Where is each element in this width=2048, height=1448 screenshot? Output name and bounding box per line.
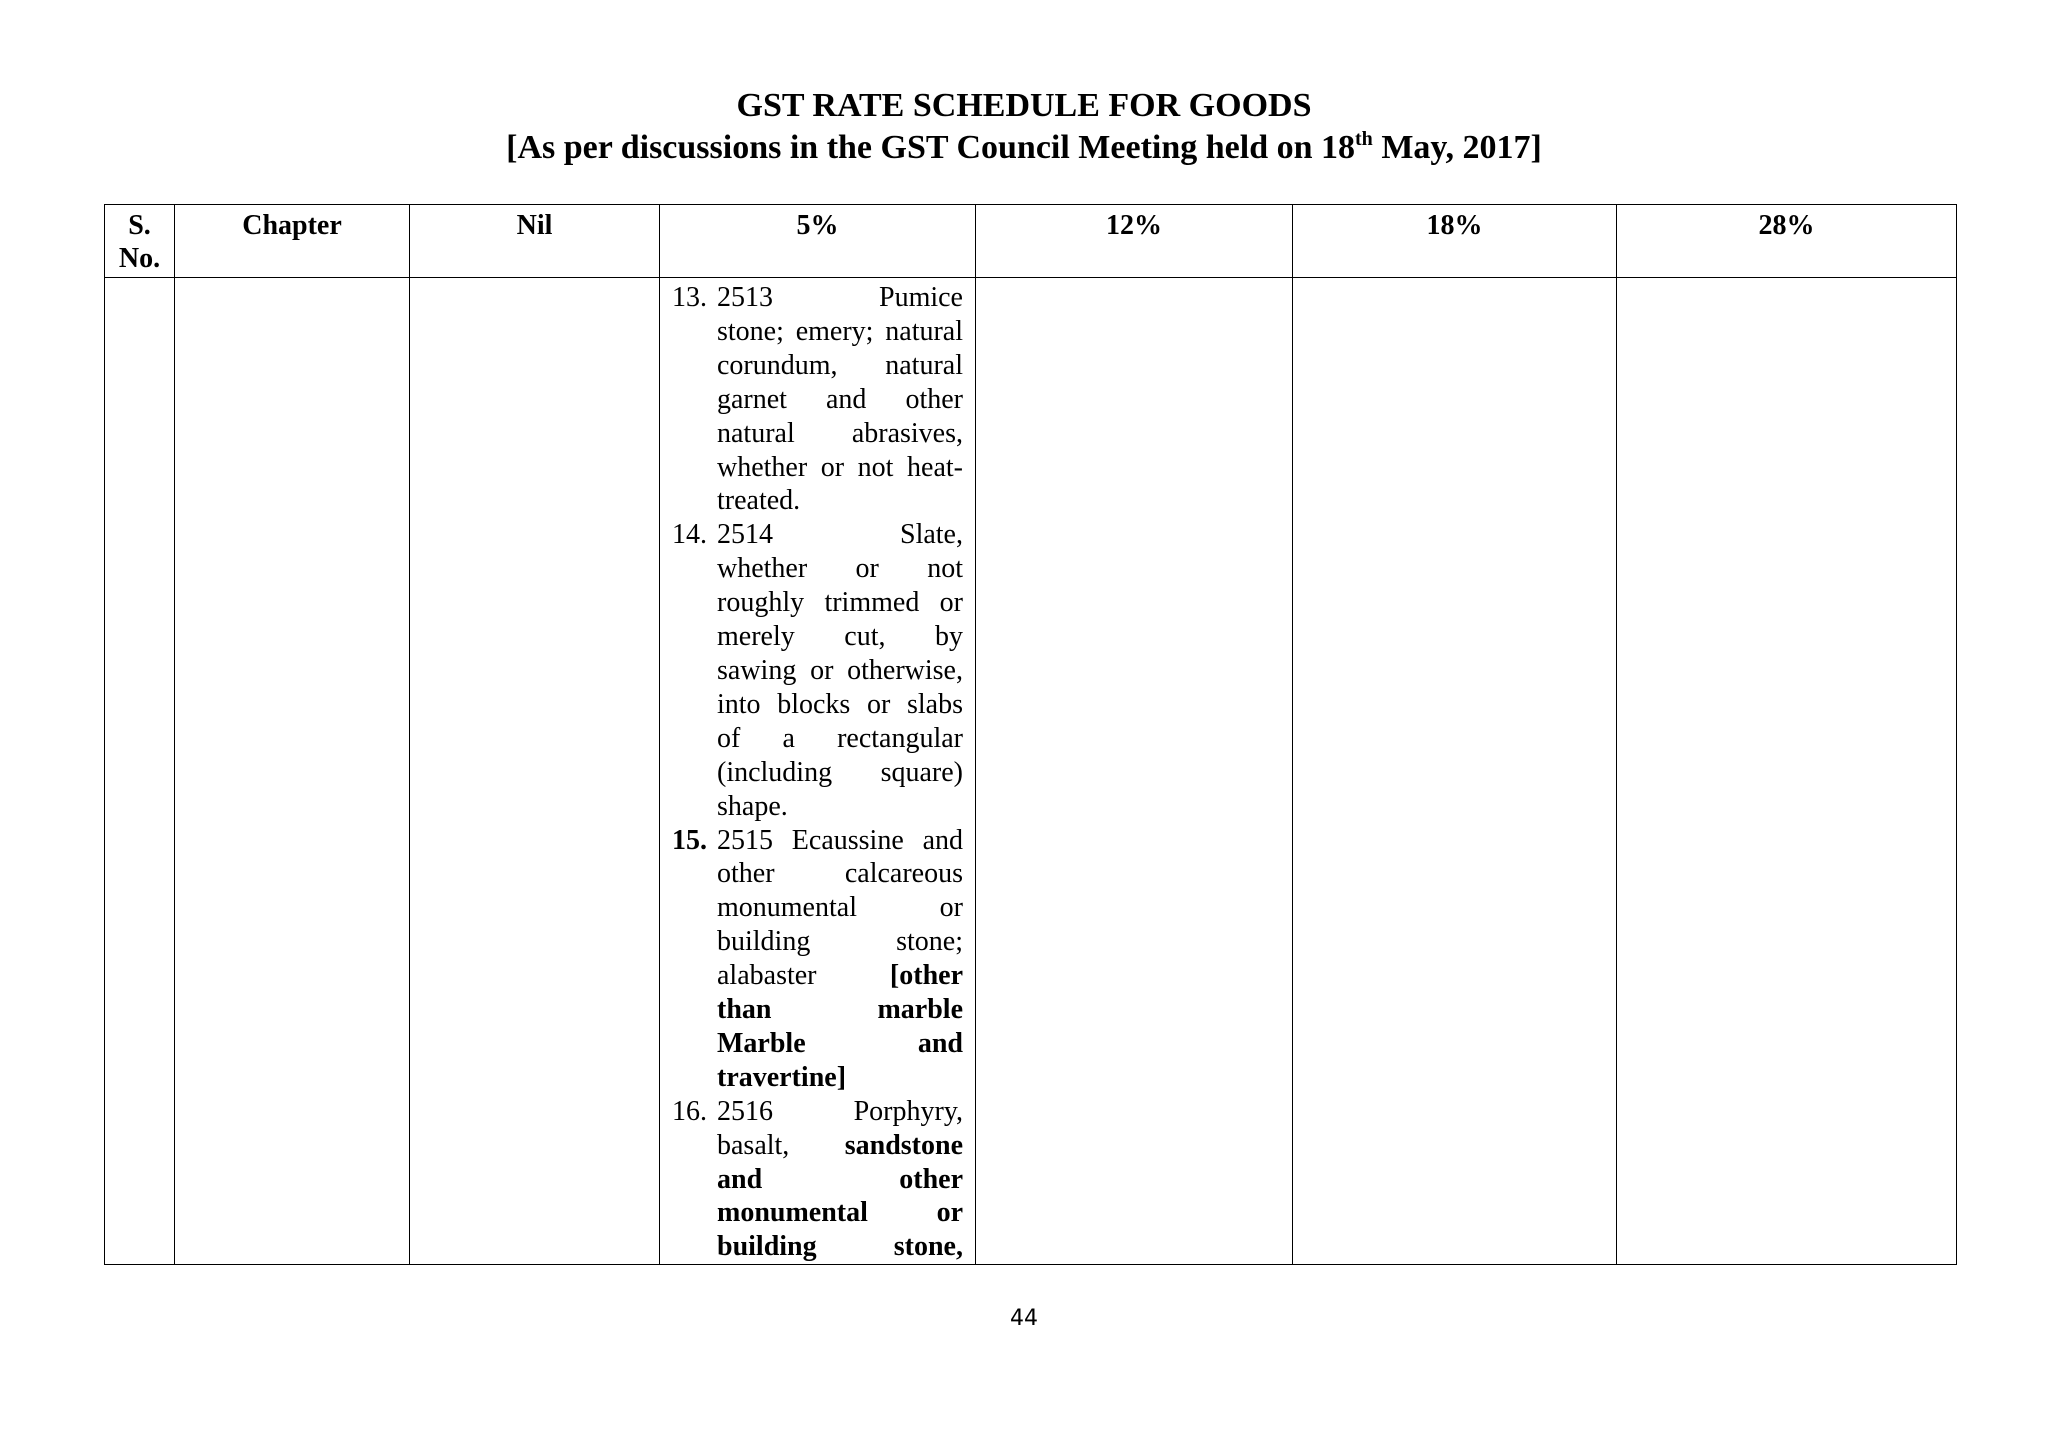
cell-chapter <box>175 278 410 1265</box>
cell-nil <box>410 278 660 1265</box>
header-5-percent: 5% <box>660 205 976 278</box>
header-chapter: Chapter <box>175 205 410 278</box>
list-item: 14. 2514 Slate, whether or not roughly trimmed or merely cut, by sawing or otherwise, into blocks or slabs of a rectangular (including square) shape. <box>672 519 963 822</box>
list-item: 16. 2516 Porphyry, basalt, sandstone and other monumental or building stone, <box>672 1095 963 1263</box>
header-12-percent: 12% <box>976 205 1293 278</box>
list-item: 15. 2515 Ecaussine and other calcareous monumental or building stone; alabaster [other than marble Marble and travertine] <box>672 824 963 1093</box>
title-line-2: [As per discussions in the GST Council Meeting held on 18th May, 2017] <box>506 128 1542 166</box>
table-header-row <box>105 205 1957 278</box>
cell-12-percent <box>976 278 1293 1265</box>
header-sno: S. No. <box>105 205 175 278</box>
page-number: 44 <box>1010 1306 1038 1331</box>
cell-5-percent <box>660 278 976 1265</box>
cell-sno <box>105 278 175 1265</box>
header-nil: Nil <box>410 205 660 278</box>
cell-18-percent <box>1293 278 1617 1265</box>
header-28-percent: 28% <box>1617 205 1957 278</box>
title-line-1: GST RATE SCHEDULE FOR GOODS <box>736 87 1312 124</box>
page-title <box>0 85 2048 169</box>
gst-rate-table <box>104 204 1957 1265</box>
list-item: 13. 2513 Pumice stone; emery; natural corundum, natural garnet and other natural abrasives, whether or not heat- treated. <box>672 282 963 517</box>
cell-28-percent <box>1617 278 1957 1265</box>
table-row <box>105 278 1957 1265</box>
header-18-percent: 18% <box>1293 205 1617 278</box>
